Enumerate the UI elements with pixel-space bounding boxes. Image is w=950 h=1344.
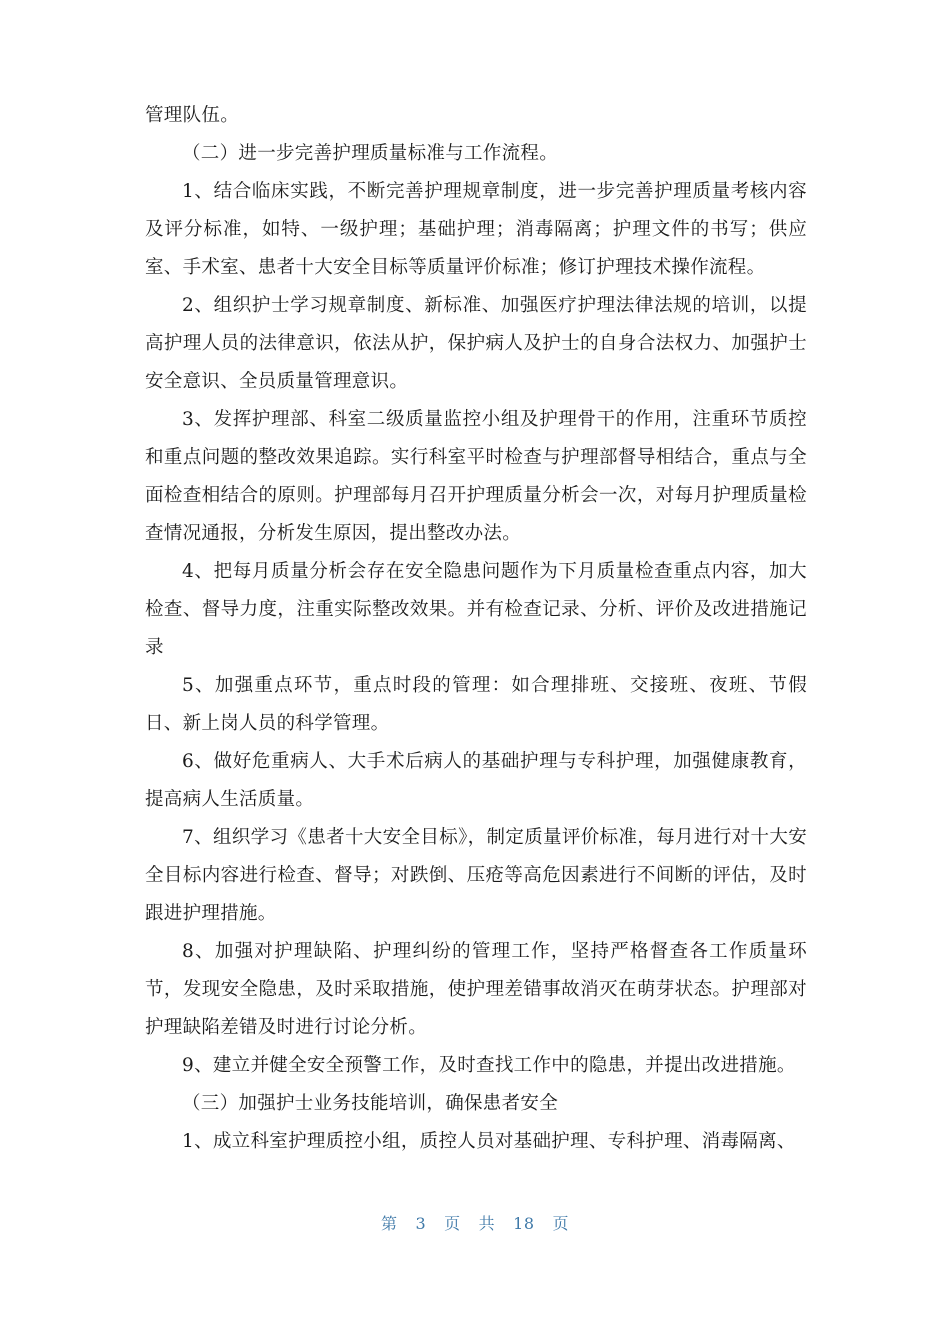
footer-di: 第 [380, 1214, 398, 1233]
section-heading-2: （二）进一步完善护理质量标准与工作流程。 [182, 143, 559, 164]
paragraph: 2、组织护士学习规章制度、新标准、加强医疗护理法律法规的培训，以提高护理人员的法律意识，依法从护，保护病人及护士的自身合法权力、加强护士安全意识、全员质量管理意识。 [145, 295, 807, 392]
paragraph: 5、加强重点环节，重点时段的管理：如合理排班、交接班、夜班、节假日、新上岗人员的科学管理。 [145, 675, 807, 734]
footer-ye: 页 [444, 1214, 461, 1233]
section-heading-3: （三）加强护士业务技能培训，确保患者安全 [182, 1093, 559, 1114]
paragraph: 1、结合临床实践，不断完善护理规章制度，进一步完善护理质量考核内容及评分标准，如特、一级护理；基础护理；消毒隔离；护理文件的书写；供应室、手术室、患者十大安全目标等质量评价标准；修订护理技术操作流程。 [145, 181, 807, 278]
paragraph: 9、建立并健全安全预警工作，及时查找工作中的隐患，并提出改进措施。 [182, 1055, 796, 1076]
paragraph: 7、组织学习《患者十大安全目标》，制定质量评价标准，每月进行对十大安全目标内容进行检查、督导；对跌倒、压疮等高危因素进行不间断的评估，及时跟进护理措施。 [145, 827, 807, 924]
page-footer [0, 1211, 950, 1234]
document-body [145, 97, 807, 1161]
footer-page-number: 3 [415, 1214, 427, 1233]
paragraph: 4、把每月质量分析会存在安全隐患问题作为下月质量检查重点内容，加大检查、督导力度，注重实际整改效果。并有检查记录、分析、评价及改进措施记录 [145, 561, 807, 658]
paragraph: 8、加强对护理缺陷、护理纠纷的管理工作，坚持严格督查各工作质量环节，发现安全隐患，及时采取措施，使护理差错事故消灭在萌芽状态。护理部对护理缺陷差错及时进行讨论分析。 [145, 941, 807, 1038]
paragraph: 3、发挥护理部、科室二级质量监控小组及护理骨干的作用，注重环节质控和重点问题的整改效果追踪。实行科室平时检查与护理部督导相结合，重点与全面检查相结合的原则。护理部每月召开护理质量分析会一次，对每月护理质量检查情况通报，分析发生原因，提出整改办法。 [145, 409, 807, 544]
footer-ye2: 页 [552, 1214, 570, 1233]
footer-gong: 共 [478, 1214, 496, 1233]
paragraph: 1、成立科室护理质控小组，质控人员对基础护理、专科护理、消毒隔离、 [182, 1131, 796, 1152]
paragraph-continuation: 管理队伍。 [145, 105, 240, 126]
paragraph: 6、做好危重病人、大手术后病人的基础护理与专科护理，加强健康教育，提高病人生活质量。 [145, 751, 807, 810]
footer-total-pages: 18 [513, 1214, 535, 1233]
